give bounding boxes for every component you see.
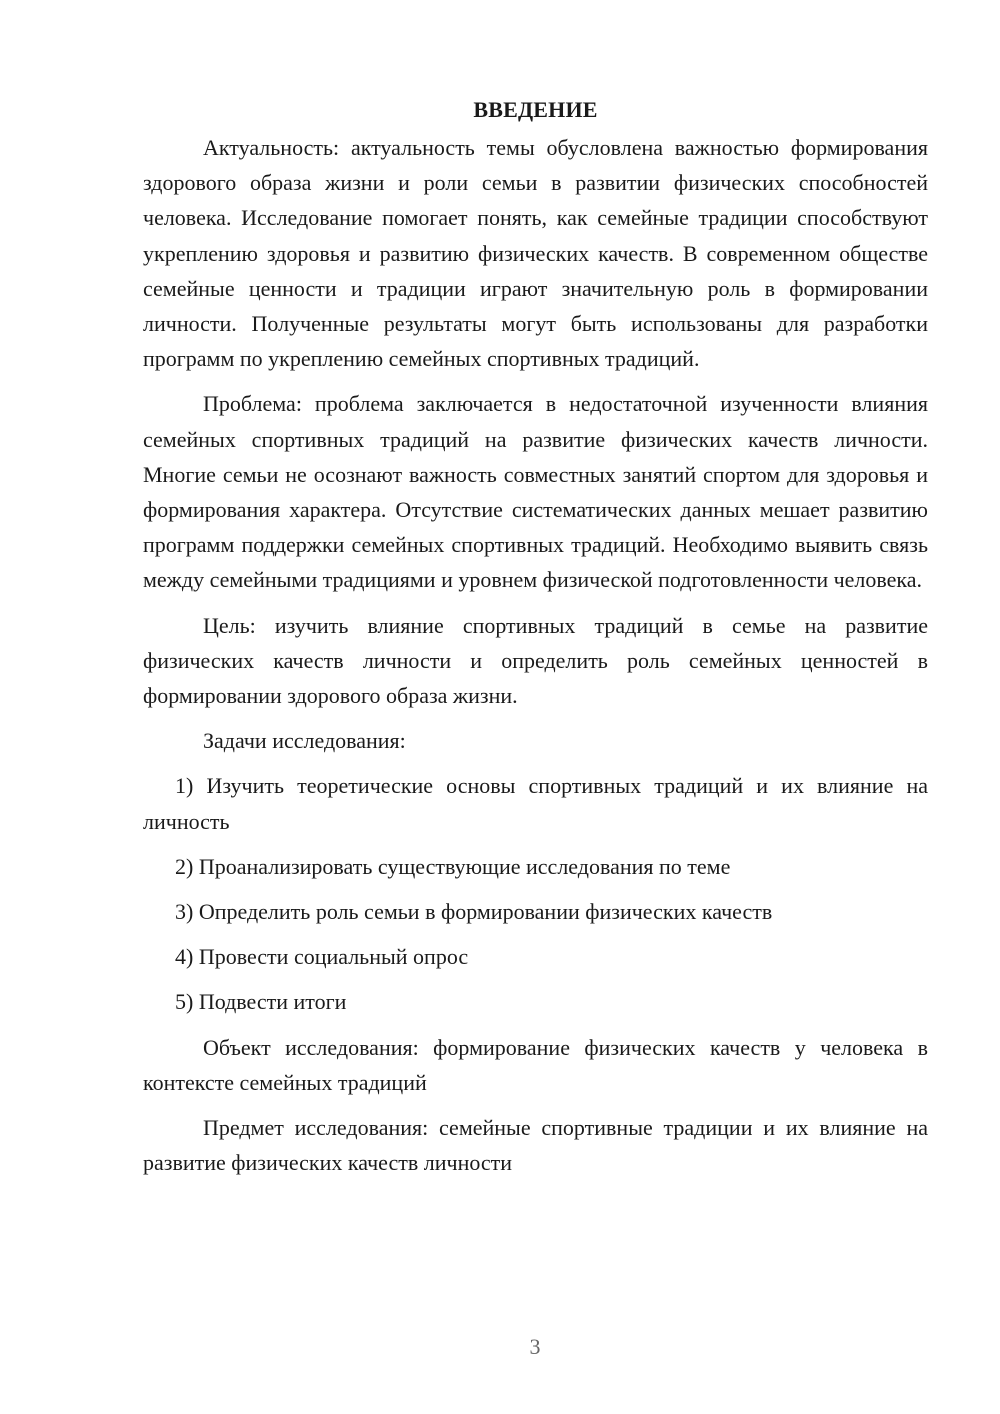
task-item-2: 2) Проанализировать существующие исследования по теме [175,853,731,879]
task-item-4: 4) Провести социальный опрос [175,944,469,970]
section-heading: ВВЕДЕНИЕ [473,97,598,122]
goal-paragraph: Цель: изучить влияние спортивных традиций в семье на развитие физических качеств личности и определить роль семейных ценностей в формировании здорового образа жизни. [143,612,928,709]
research-subject-paragraph: Предмет исследования: семейные спортивные традиции и их влияние на развитие физических качеств личности [143,1115,928,1176]
task-item-3: 3) Определить роль семьи в формировании физических качеств [175,899,773,925]
relevance-paragraph: Актуальность: актуальность темы обусловлена важностью формирования здорового образа жизни и роли семьи в развитии физических способностей человека. Исследование помогает понять, как семейные традиции способствуют укреплению здоровья и развитию физических качеств. В современном обществе семейные ценности и традиции играют значительную роль в формировании личности. Полученные результаты могут быть использованы для разработки программ по укреплению семейных спортивных традиций. [143,135,928,372]
research-object-paragraph: Объект исследования: формирование физических качеств у человека в контексте семейных традиций [143,1034,928,1095]
problem-paragraph: Проблема: проблема заключается в недостаточной изученности влияния семейных спортивных традиций на развитие физических качеств личности. Многие семьи не осознают важность совместных занятий спортом для здоровья и формирования характера. Отсутствие систематических данных мешает развитию программ поддержки семейных спортивных традиций. Необходимо выявить связь между семейными традициями и уровнем физической подготовленности человека. [143,391,928,593]
tasks-title: Задачи исследования: [203,728,406,754]
task-item-5: 5) Подвести итоги [175,989,347,1015]
tasks-list [143,768,928,1019]
task-item-1: 1) Изучить теоретические основы спортивных традиций и их влияние на личность [143,773,928,834]
document-page [143,92,928,1190]
page-number: 3 [529,1334,541,1359]
